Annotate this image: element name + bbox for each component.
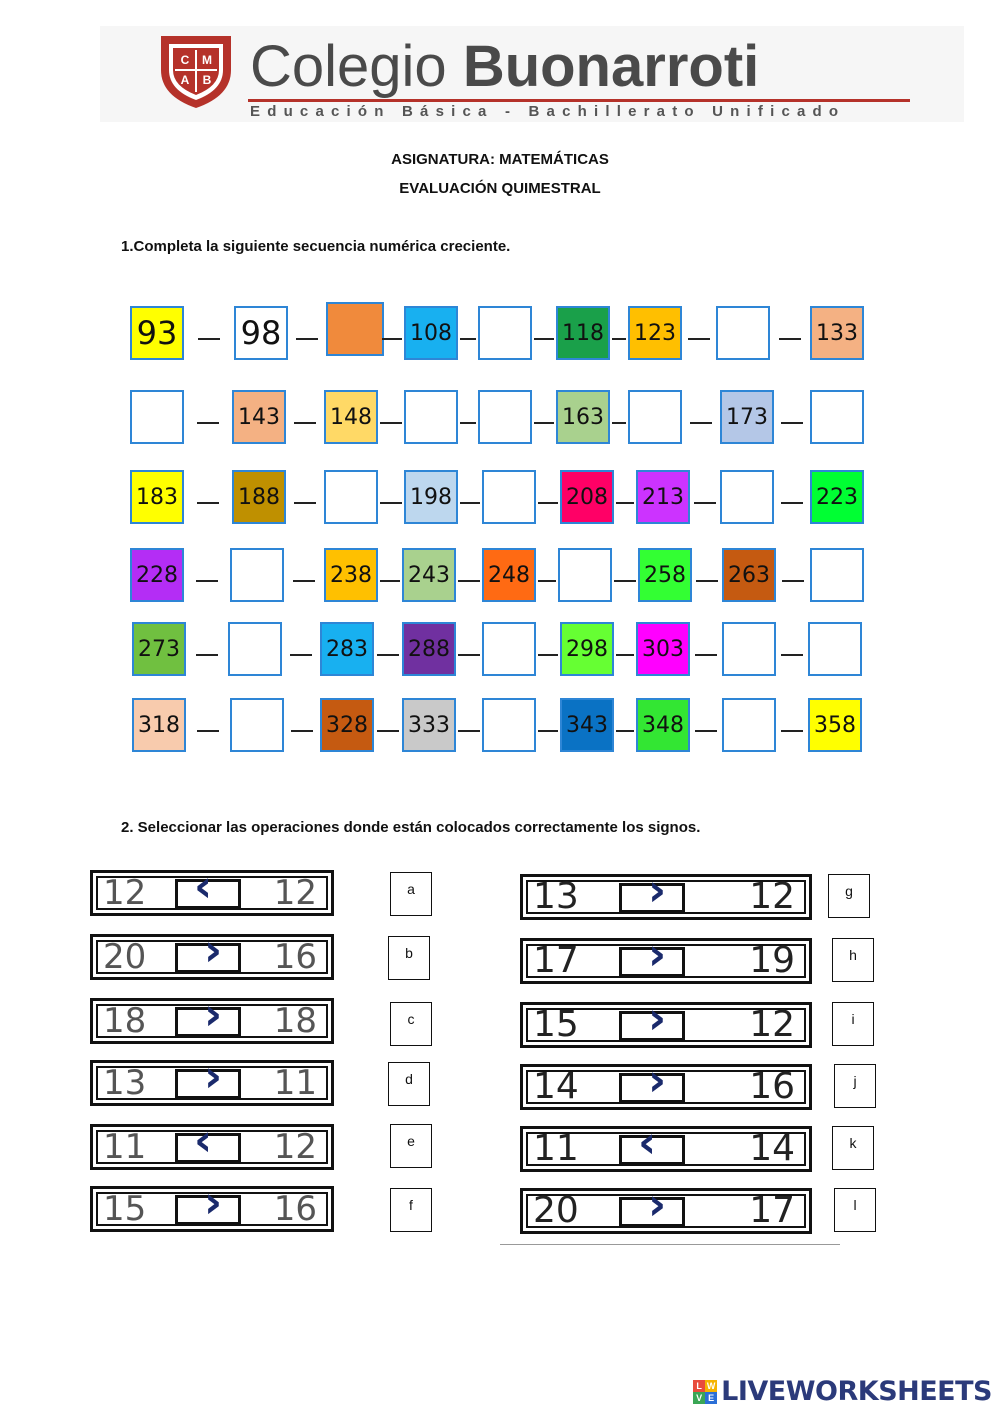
svg-text:M: M: [202, 53, 212, 67]
sequence-dash: [460, 422, 476, 424]
sequence-number-288: 288: [402, 622, 456, 676]
sequence-number-343: 343: [560, 698, 614, 752]
sequence-dash: [612, 422, 626, 424]
answer-option-b[interactable]: b: [388, 936, 430, 980]
sequence-blank-box[interactable]: [808, 622, 862, 676]
sequence-dash: [616, 730, 634, 732]
left-operand: 14: [533, 1066, 579, 1107]
less-than-sign: ‹: [194, 1115, 213, 1166]
greater-than-sign: ›: [204, 989, 223, 1040]
sequence-number-348: 348: [636, 698, 690, 752]
greater-than-sign: ›: [204, 1051, 223, 1102]
sequence-dash: [612, 338, 626, 340]
comparison-strip: [520, 1117, 812, 1172]
comparison-strip: [90, 1051, 334, 1106]
sequence-dash: [296, 338, 318, 340]
sequence-dash: [294, 502, 316, 504]
sequence-dash: [781, 502, 803, 504]
sequence-dash: [460, 502, 480, 504]
sequence-dash: [380, 502, 402, 504]
sequence-blank-box[interactable]: [720, 470, 774, 524]
answer-option-i[interactable]: i: [832, 1002, 874, 1046]
sequence-dash: [695, 654, 717, 656]
sequence-number-108: 108: [404, 306, 458, 360]
sequence-dash: [538, 654, 558, 656]
right-operand: 16: [273, 1189, 317, 1229]
sequence-number-198: 198: [404, 470, 458, 524]
sequence-dash: [695, 730, 717, 732]
sequence-blank-box[interactable]: [228, 622, 282, 676]
left-operand: 17: [533, 940, 579, 981]
sequence-dash: [197, 502, 219, 504]
right-operand: 14: [749, 1128, 795, 1169]
sequence-dash: [291, 730, 313, 732]
sequence-dash: [458, 730, 480, 732]
left-operand: 15: [103, 1189, 147, 1229]
liveworksheets-icon-letter: V: [693, 1392, 705, 1404]
answer-option-l[interactable]: l: [834, 1188, 876, 1232]
sequence-number-133: 133: [810, 306, 864, 360]
answer-option-a[interactable]: a: [390, 872, 432, 916]
answer-option-e[interactable]: e: [390, 1124, 432, 1168]
comparison-strip: [90, 925, 334, 980]
sequence-dash: [779, 338, 801, 340]
sequence-dash: [377, 730, 399, 732]
right-operand: 19: [749, 940, 795, 981]
sequence-number-188: 188: [232, 470, 286, 524]
sequence-blank-box[interactable]: [558, 548, 612, 602]
sequence-dash: [538, 580, 556, 582]
sequence-blank-box[interactable]: [810, 390, 864, 444]
sequence-blank-box[interactable]: [130, 390, 184, 444]
comparison-sign-box: [619, 1055, 685, 1106]
answer-option-c[interactable]: c: [390, 1002, 432, 1046]
liveworksheets-icon-letter: L: [693, 1380, 705, 1392]
greater-than-sign: ›: [204, 1177, 223, 1228]
sequence-number-118: 118: [556, 306, 610, 360]
sequence-blank-box[interactable]: [230, 548, 284, 602]
sequence-dash: [781, 422, 803, 424]
left-operand: 20: [533, 1190, 579, 1231]
left-operand: 18: [103, 1001, 147, 1041]
answer-option-j[interactable]: j: [834, 1064, 876, 1108]
svg-text:A: A: [180, 73, 190, 87]
sequence-blank-box[interactable]: [482, 698, 536, 752]
right-operand: 16: [273, 937, 317, 977]
left-operand: 20: [103, 937, 147, 977]
sequence-dash: [458, 580, 480, 582]
sequence-number-183: 183: [130, 470, 184, 524]
comparison-sign-box: [175, 989, 241, 1040]
question-1-title: 1.Completa la siguiente secuencia numérica creciente.: [121, 238, 511, 255]
liveworksheets-icon-letter: W: [706, 1380, 716, 1391]
comparison-sign-box: [175, 861, 241, 912]
sequence-number-283: 283: [320, 622, 374, 676]
sequence-blank-box[interactable]: [810, 548, 864, 602]
exam-title: EVALUACIÓN QUIMESTRAL: [399, 180, 601, 197]
left-operand: 12: [103, 873, 147, 913]
right-operand: 12: [273, 873, 317, 913]
sequence-blank-box[interactable]: [716, 306, 770, 360]
sequence-blank-box[interactable]: [478, 390, 532, 444]
sequence-dash: [380, 422, 402, 424]
sequence-dash: [538, 502, 558, 504]
sequence-number-163: 163: [556, 390, 610, 444]
left-operand: 13: [533, 876, 579, 917]
sequence-dash: [382, 338, 402, 340]
sequence-number-208: 208: [560, 470, 614, 524]
sequence-dash: [458, 654, 480, 656]
comparison-sign-box: [619, 929, 685, 980]
greater-than-sign: ›: [648, 993, 667, 1044]
comparison-strip: [520, 865, 812, 920]
answer-option-k[interactable]: k: [832, 1126, 874, 1170]
sequence-dash: [293, 580, 315, 582]
comparison-sign-box: [619, 1179, 685, 1230]
left-operand: 15: [533, 1004, 579, 1045]
sequence-dash: [534, 422, 554, 424]
greater-than-sign: ›: [648, 1179, 667, 1230]
sequence-dash: [534, 338, 554, 340]
liveworksheets-icon: [693, 1380, 717, 1404]
comparison-strip: [90, 1115, 334, 1170]
sequence-blank-box[interactable]: [230, 698, 284, 752]
comparison-strip: [520, 1055, 812, 1110]
right-operand: 12: [749, 1004, 795, 1045]
svg-text:B: B: [202, 73, 212, 87]
divider-line: [500, 1244, 840, 1245]
liveworksheets-icon-letter: E: [705, 1392, 717, 1404]
liveworksheets-logo: [693, 1376, 992, 1407]
sequence-dash: [197, 422, 219, 424]
comparison-sign-box: [175, 925, 241, 976]
comparison-sign-box: [619, 993, 685, 1044]
sequence-blank-box[interactable]: [628, 390, 682, 444]
sequence-blank-box[interactable]: [324, 470, 378, 524]
comparison-strip: [90, 861, 334, 916]
comparison-strip: [520, 1179, 812, 1234]
right-operand: 16: [749, 1066, 795, 1107]
answer-option-g[interactable]: g: [828, 874, 870, 918]
sequence-blank-box[interactable]: [722, 622, 776, 676]
sequence-number-148: 148: [324, 390, 378, 444]
svg-text:C: C: [180, 53, 190, 67]
answer-option-f[interactable]: f: [390, 1188, 432, 1232]
sequence-number-248: 248: [482, 548, 536, 602]
greater-than-sign: ›: [648, 865, 667, 916]
left-operand: 11: [533, 1128, 579, 1169]
sequence-dash: [616, 654, 634, 656]
sequence-number-173: 173: [720, 390, 774, 444]
sequence-number-238: 238: [324, 548, 378, 602]
answer-option-d[interactable]: d: [388, 1062, 430, 1106]
sequence-number-243: 243: [402, 548, 456, 602]
sequence-dash: [294, 422, 316, 424]
sequence-number-123: 123: [628, 306, 682, 360]
sequence-number-328: 328: [320, 698, 374, 752]
comparison-sign-box: [619, 865, 685, 916]
sequence-dash: [197, 730, 219, 732]
sequence-dash: [696, 580, 718, 582]
sequence-blank-box[interactable]: [722, 698, 776, 752]
less-than-sign: ‹: [194, 861, 213, 912]
comparison-strip: [90, 1177, 334, 1232]
right-operand: 12: [749, 876, 795, 917]
sequence-number-358: 358: [808, 698, 862, 752]
sequence-dash: [460, 338, 476, 340]
right-operand: 12: [273, 1127, 317, 1167]
sequence-number-98: 98: [234, 306, 288, 360]
sequence-blank-box[interactable]: [478, 306, 532, 360]
left-operand: 11: [103, 1127, 147, 1167]
liveworksheets-brand: LIVEWORKSHEETS: [721, 1376, 992, 1407]
sequence-dash: [614, 580, 636, 582]
comparison-strip: [520, 929, 812, 984]
less-than-sign: ‹: [638, 1117, 657, 1168]
sequence-dash: [690, 422, 712, 424]
sequence-number-263: 263: [722, 548, 776, 602]
sequence-number-303: 303: [636, 622, 690, 676]
sequence-number-213: 213: [636, 470, 690, 524]
sequence-dash: [782, 580, 804, 582]
sequence-number-93: 93: [130, 306, 184, 360]
sequence-number-318: 318: [132, 698, 186, 752]
sequence-dash: [196, 580, 218, 582]
greater-than-sign: ›: [648, 1055, 667, 1106]
sequence-number-333: 333: [402, 698, 456, 752]
right-operand: 11: [273, 1063, 317, 1103]
right-operand: 17: [749, 1190, 795, 1231]
sequence-dash: [290, 654, 312, 656]
left-operand: 13: [103, 1063, 147, 1103]
right-operand: 18: [273, 1001, 317, 1041]
school-name-bold: Buonarroti: [462, 34, 760, 99]
comparison-sign-box: [175, 1115, 241, 1166]
school-name-light: Colegio: [250, 34, 447, 99]
question-2-title: 2. Seleccionar las operaciones donde están colocados correctamente los signos.: [121, 819, 701, 836]
sequence-blank-box[interactable]: [404, 390, 458, 444]
sequence-number-223: 223: [810, 470, 864, 524]
sequence-number-273: 273: [132, 622, 186, 676]
sequence-dash: [538, 730, 558, 732]
sequence-dash: [781, 654, 803, 656]
sequence-number-228: 228: [130, 548, 184, 602]
subject-title: ASIGNATURA: MATEMÁTICAS: [391, 151, 609, 168]
sequence-dash: [688, 338, 710, 340]
greater-than-sign: ›: [204, 925, 223, 976]
sequence-number-143: 143: [232, 390, 286, 444]
sequence-number-298: 298: [560, 622, 614, 676]
answer-option-h[interactable]: h: [832, 938, 874, 982]
comparison-strip: [90, 989, 334, 1044]
comparison-sign-box: [175, 1177, 241, 1228]
sequence-dash: [380, 580, 400, 582]
comparison-strip: [520, 993, 812, 1048]
sequence-dash: [377, 654, 399, 656]
sequence-dash: [616, 502, 634, 504]
sequence-dash: [198, 338, 220, 340]
sequence-dash: [694, 502, 716, 504]
comparison-sign-box: [175, 1051, 241, 1102]
greater-than-sign: ›: [648, 929, 667, 980]
sequence-blank-box[interactable]: [482, 470, 536, 524]
sequence-number-258: 258: [638, 548, 692, 602]
sequence-dash: [196, 654, 218, 656]
sequence-dash: [781, 730, 803, 732]
school-tagline: Educación Básica - Bachillerato Unificado: [250, 103, 846, 120]
sequence-blank-box[interactable]: [482, 622, 536, 676]
sequence-blank-box[interactable]: [326, 302, 384, 356]
comparison-sign-box: [619, 1117, 685, 1168]
